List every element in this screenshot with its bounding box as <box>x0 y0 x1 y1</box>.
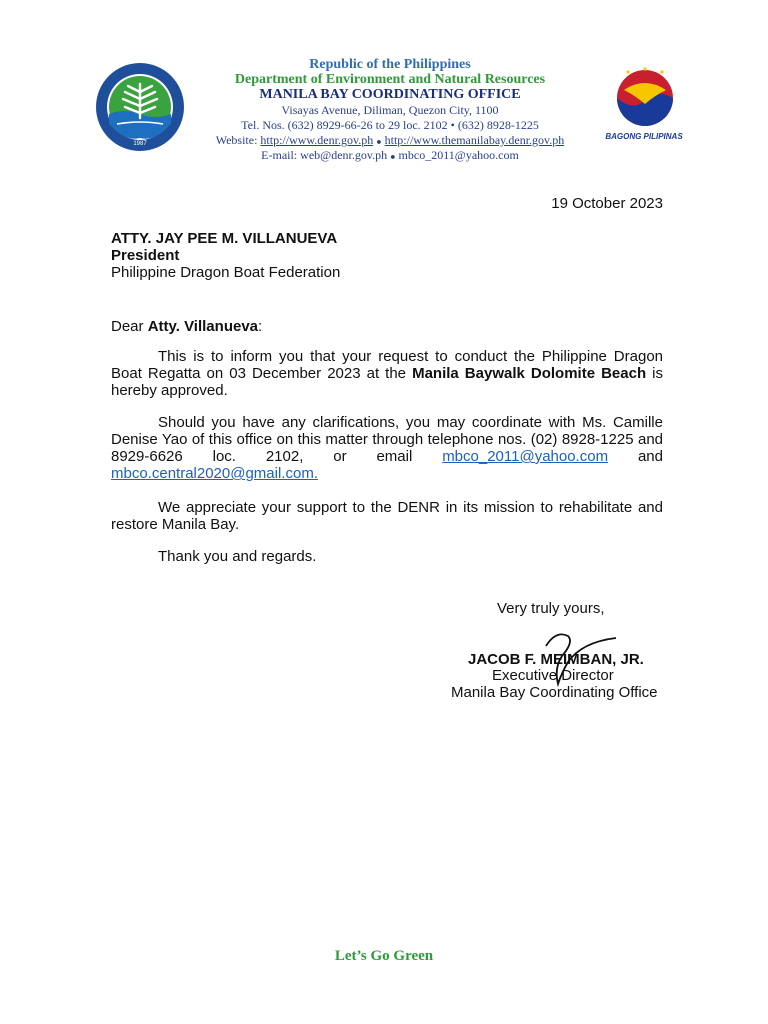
paragraph-approval-text: This is to inform you that your request to conduct the Philippine Dragon Boat Regatta on 03 December 2023 at the <box>111 348 663 382</box>
bullet-icon: ● <box>390 151 396 162</box>
email-label: E-mail: <box>261 148 298 162</box>
letterhead-address: Visayas Avenue, Diliman, Quezon City, 1100 <box>281 103 499 117</box>
signatory-position: Executive Director <box>492 667 614 684</box>
salutation <box>111 318 262 335</box>
paragraph-appreciation: We appreciate your support to the DENR in its mission to rehabilitate and restore Manila Bay. <box>111 499 663 533</box>
bullet-icon: ● <box>376 136 382 147</box>
website-label: Website: <box>215 133 258 147</box>
website-link-denr[interactable]: http://www.denr.gov.ph <box>260 133 374 147</box>
letter-date: 19 October 2023 <box>551 195 663 212</box>
closing: Very truly yours, <box>497 600 605 617</box>
letterhead-telephone: Tel. Nos. (632) 8929-66-26 to 29 loc. 2102 • (632) 8928-1225 <box>241 118 539 132</box>
salutation-suffix: : <box>258 318 263 335</box>
email-denr: web@denr.gov.ph <box>300 148 388 162</box>
email-mbco: mbco_2011@yahoo.com <box>398 148 519 162</box>
letterhead-department: Department of Environment and Natural Resources <box>234 72 546 87</box>
website-link-manilabay[interactable]: http://www.themanilabay.denr.gov.ph <box>384 133 565 147</box>
svg-text:1987: 1987 <box>133 141 147 147</box>
paragraph-contact <box>111 414 663 482</box>
paragraph-approval-end: is hereby approved. <box>111 365 664 399</box>
signatory-name: JACOB F. MEIMBAN, JR. <box>468 651 644 668</box>
email-link-yahoo[interactable]: mbco_2011@yahoo.com <box>442 448 609 465</box>
bagong-pilipinas-label: BAGONG PILIPINAS <box>605 132 683 141</box>
recipient-title: President <box>111 247 180 264</box>
paragraph-contact-and: and <box>608 448 663 465</box>
recipient-organization: Philippine Dragon Boat Federation <box>111 264 341 281</box>
recipient-name: ATTY. JAY PEE M. VILLANUEVA <box>111 230 338 247</box>
paragraph-approval <box>111 348 663 399</box>
salutation-name: Atty. Villanueva <box>147 318 259 335</box>
signatory-office: Manila Bay Coordinating Office <box>451 684 658 701</box>
letterhead-email <box>190 148 590 163</box>
salutation-prefix: Dear <box>111 318 148 335</box>
denr-seal-logo <box>95 62 185 152</box>
venue-name: Manila Baywalk Dolomite Beach <box>412 365 647 382</box>
letterhead-office: MANILA BAY COORDINATING OFFICE <box>259 87 521 102</box>
paragraph-contact-text: Should you have any clarifications, you may coordinate with Ms. Camille Denise Yao of this office on this matter through telephone nos. (02) 8928-1225 and 8929-6626 loc. 2102, or email <box>111 414 663 465</box>
bagong-pilipinas-logo <box>606 66 684 132</box>
footer-slogan: Let’s Go Green <box>334 948 434 964</box>
paragraph-thanks: Thank you and regards. <box>158 548 317 565</box>
letterhead-website <box>190 133 590 148</box>
email-link-gmail[interactable]: mbco.central2020@gmail.com. <box>111 465 318 482</box>
letterhead-republic: Republic of the Philippines <box>309 57 471 72</box>
